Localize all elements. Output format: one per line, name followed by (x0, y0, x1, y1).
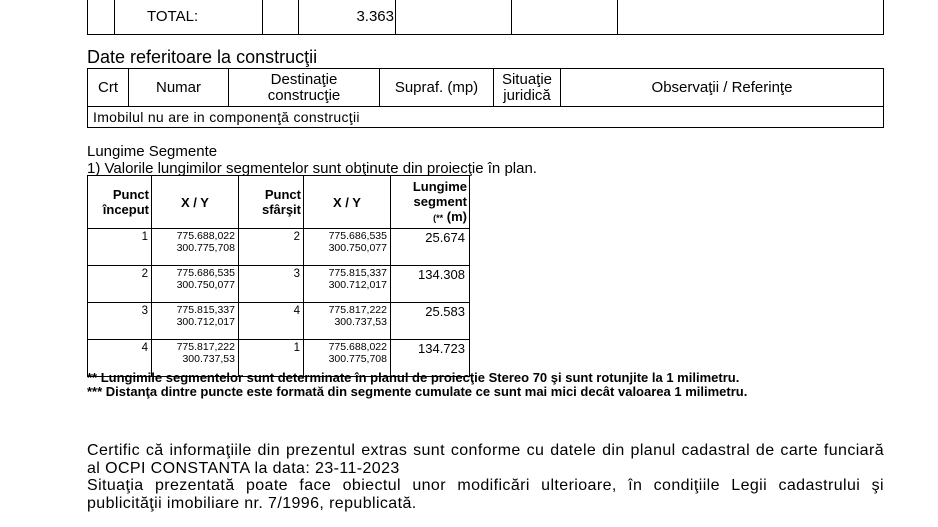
end-coordinates: 775.688,022 300.775,708 (304, 340, 391, 377)
header-situatie: Situaţie juridică (494, 69, 561, 107)
header-length: Lungime segment (** (m) (391, 176, 470, 229)
footnote-rounding: ** Lungimile segmentelor sunt determinate în planul de proiecţie Stereo 70 şi sunt rotunjite la 1 milimetru. (87, 370, 740, 385)
segment-row (88, 266, 470, 303)
start-coordinates: 775.817,222 300.737,53 (152, 340, 239, 377)
end-coordinates: 775.815,337 300.712,017 (304, 266, 391, 303)
header-suprafata: Supraf. (mp) (380, 69, 494, 107)
end-point: 1 (239, 340, 304, 377)
start-point: 2 (88, 266, 152, 303)
segment-length: 134.308 (391, 266, 470, 303)
construction-title: Date referitoare la construcţii (87, 47, 318, 67)
start-coordinates: 775.686,535 300.750,077 (152, 266, 239, 303)
certification-paragraph: Certific că informaţiile din prezentul extras sunt conforme cu datele din planul cadastral de carte funciară al OCPI CONSTANTA la data: 23-11-2023 (87, 442, 884, 477)
construction-table (87, 68, 884, 128)
header-start-xy: X / Y (152, 176, 239, 229)
construction-note-row (88, 107, 884, 128)
header-crt: Crt (88, 69, 129, 107)
start-point: 3 (88, 303, 152, 340)
segments-subtitle: 1) Valorile lungimilor segmentelor sunt obţinute din proiecţie în plan. (87, 160, 537, 177)
header-start-point: Punct început (88, 176, 152, 229)
end-coordinates: 775.817,222 300.737,53 (304, 303, 391, 340)
total-value: 3.363 (299, 0, 396, 35)
segment-row (88, 229, 470, 266)
segments-table (87, 175, 470, 377)
segment-length: 25.583 (391, 303, 470, 340)
header-numar: Numar (129, 69, 229, 107)
segments-header-row (88, 176, 470, 229)
total-table (87, 0, 884, 35)
end-point: 2 (239, 229, 304, 266)
start-point: 4 (88, 340, 152, 377)
construction-note: Imobilul nu are in componenţă construcţii (88, 107, 884, 128)
segment-length: 134.723 (391, 340, 470, 377)
header-end-point: Punct sfârşit (239, 176, 304, 229)
segment-length: 25.674 (391, 229, 470, 266)
segment-row (88, 303, 470, 340)
start-coordinates: 775.815,337 300.712,017 (152, 303, 239, 340)
start-point: 1 (88, 229, 152, 266)
start-coordinates: 775.688,022 300.775,708 (152, 229, 239, 266)
end-coordinates: 775.686,535 300.750,077 (304, 229, 391, 266)
total-label: TOTAL: (115, 0, 263, 35)
header-end-xy: X / Y (304, 176, 391, 229)
footnote-distance: *** Distanţa dintre puncte este formată din segmente cumulate ce sunt mai mici decât valoarea 1 milimetru. (87, 384, 748, 399)
header-observatii: Observaţii / Referinţe (561, 69, 884, 107)
end-point: 4 (239, 303, 304, 340)
segments-title: Lungime Segmente (87, 143, 218, 160)
legal-notice-paragraph: Situaţia prezentată poate face obiectul unor modificări ulterioare, în condiţiile Legii cadastrului şi publicităţii imobiliare nr. 7/1996, republicată. (87, 477, 884, 512)
end-point: 3 (239, 266, 304, 303)
construction-header-row (88, 69, 884, 107)
header-destinatie: Destinaţie construcţie (229, 69, 380, 107)
certification-block (87, 442, 884, 512)
total-row (88, 0, 884, 35)
